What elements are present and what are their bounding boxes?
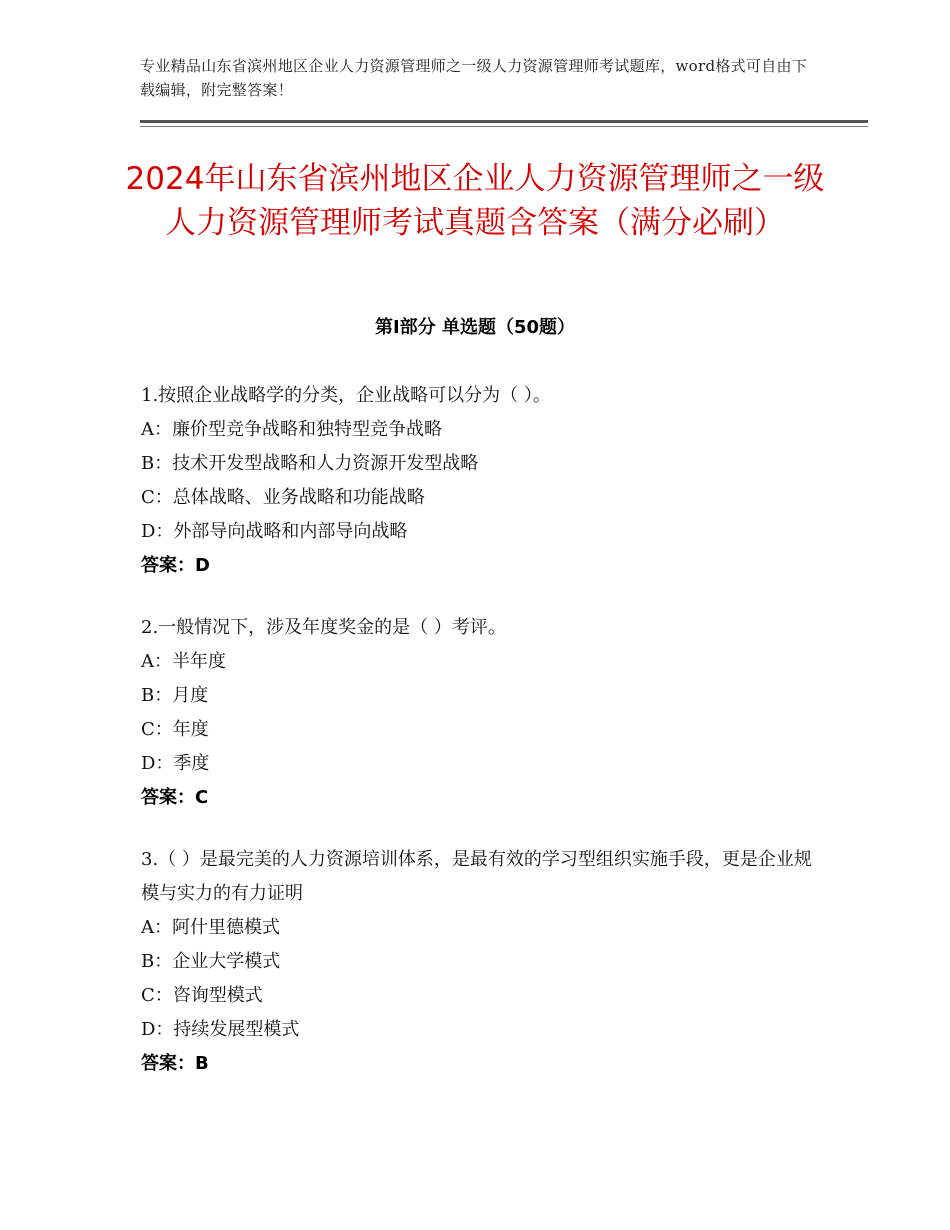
option-b: B：企业大学模式 bbox=[141, 951, 281, 972]
option-a: A：半年度 bbox=[141, 651, 226, 672]
option-a: A：阿什里德模式 bbox=[141, 917, 280, 938]
option-a: A：廉价型竞争战略和独特型竞争战略 bbox=[141, 419, 442, 440]
header-note: 专业精品山东省滨州地区企业人力资源管理师之一级人力资源管理师考试题库，word格式可自由下载编辑，附完整答案！ bbox=[140, 57, 808, 99]
question-3 bbox=[141, 843, 821, 1081]
section-title: 第Ⅰ部分 单选题（50题） bbox=[374, 317, 575, 338]
option-c: C：咨询型模式 bbox=[141, 985, 263, 1006]
option-d: D：外部导向战略和内部导向战略 bbox=[141, 521, 408, 542]
answer: 答案：D bbox=[141, 555, 210, 576]
answer: 答案：C bbox=[141, 787, 209, 808]
header-divider-thin bbox=[140, 126, 868, 127]
answer: 答案：B bbox=[141, 1053, 209, 1074]
question-2 bbox=[141, 611, 821, 815]
option-b: B：月度 bbox=[141, 685, 209, 706]
question-stem: 1.按照企业战略学的分类，企业战略可以分为（ ）。 bbox=[141, 385, 551, 406]
option-c: C：总体战略、业务战略和功能战略 bbox=[141, 487, 425, 508]
question-stem: 3.（ ）是最完美的人力资源培训体系，是最有效的学习型组织实施手段，更是企业规模与实力的有力证明 bbox=[141, 849, 812, 904]
option-d: D：季度 bbox=[141, 753, 210, 774]
question-1 bbox=[141, 379, 821, 583]
question-list bbox=[141, 379, 821, 1109]
question-stem: 2.一般情况下，涉及年度奖金的是（ ）考评。 bbox=[141, 617, 506, 638]
document-title: 2024年山东省滨州地区企业人力资源管理师之一级人力资源管理师考试真题含答案（满分必刷） bbox=[125, 161, 825, 241]
header-divider bbox=[140, 120, 868, 123]
option-b: B：技术开发型战略和人力资源开发型战略 bbox=[141, 453, 479, 474]
option-d: D：持续发展型模式 bbox=[141, 1019, 300, 1040]
option-c: C：年度 bbox=[141, 719, 209, 740]
